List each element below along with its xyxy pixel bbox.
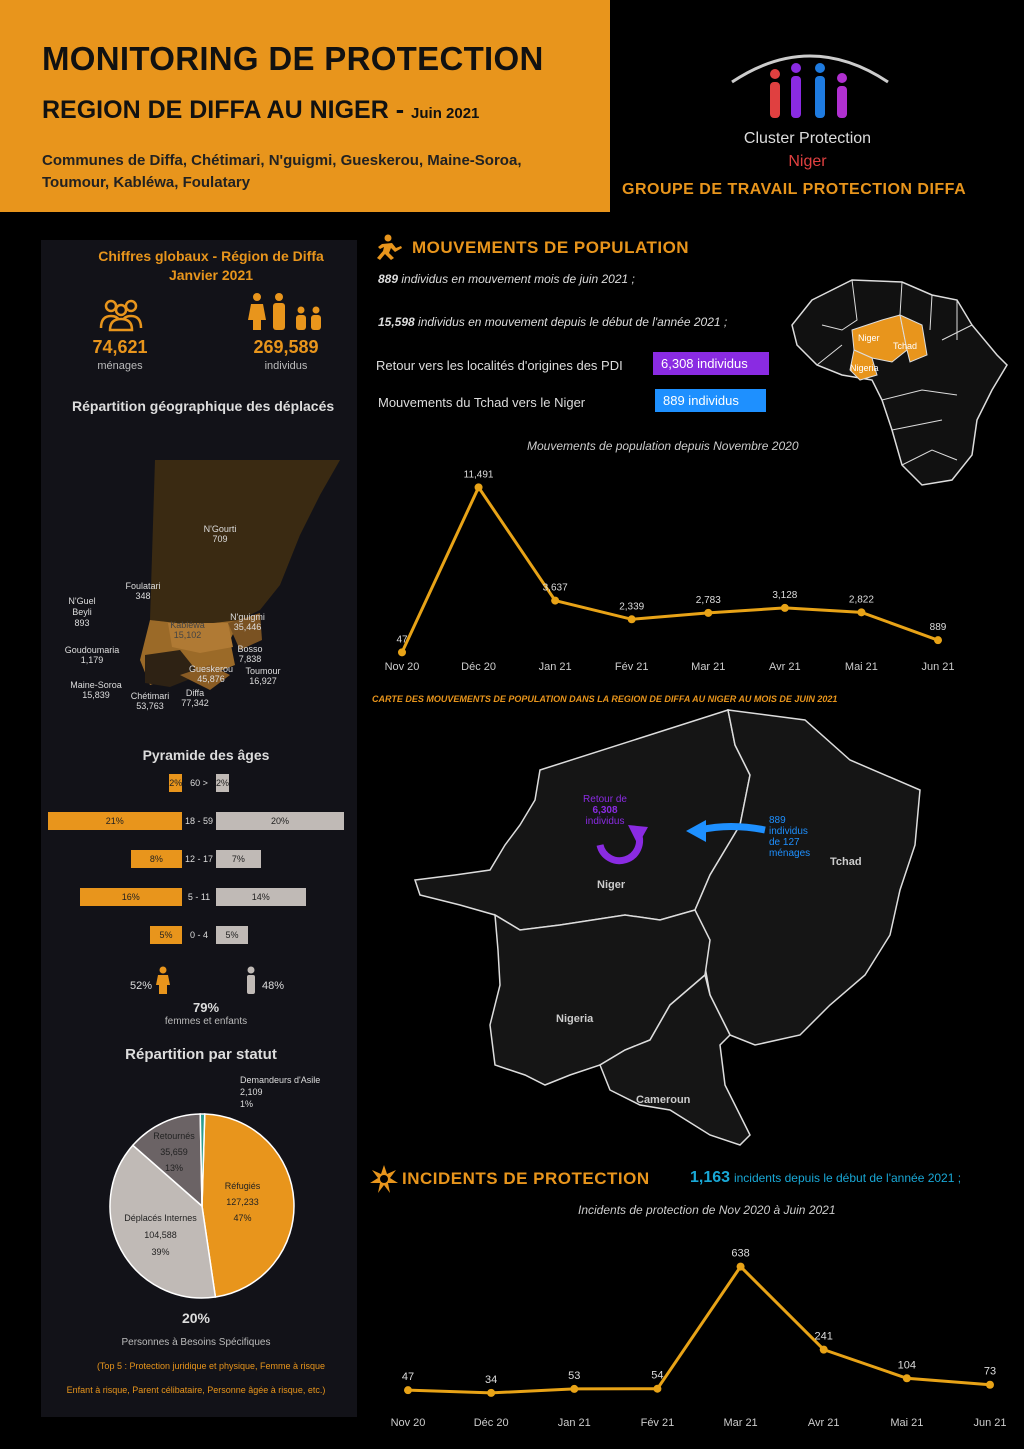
- cluster-logo-icon: [720, 40, 900, 130]
- tchad-arrow-icon: [700, 827, 765, 831]
- pyramid-bar-male: 5%: [216, 926, 248, 944]
- data-label: 53: [568, 1369, 581, 1382]
- geo-nguigmi: N'guigmi 35,446: [230, 612, 265, 632]
- x-tick-label: Jan 21: [557, 1417, 591, 1429]
- geo-kablewa: Kabléwa 15,102: [170, 620, 205, 640]
- incidents-title: INCIDENTS DE PROTECTION: [402, 1169, 650, 1188]
- chart2-title: Incidents de protection de Nov 2020 à Juin 2021: [578, 1203, 836, 1217]
- psn-top5-a: (Top 5 : Protection juridique et physique, Femme à risque: [96, 1361, 326, 1371]
- retour-map-label: Retour de 6,308 individus: [583, 794, 627, 827]
- global-title: Chiffres globaux - Région de Diffa: [98, 248, 324, 264]
- geo-bosso: Bosso 7,838: [237, 644, 263, 664]
- x-tick-label: Fév 21: [640, 1417, 675, 1429]
- data-label: 11,491: [463, 469, 494, 481]
- data-point: [934, 636, 942, 644]
- incidents-summary: 1,163 incidents depuis le début de l'année 2021 ;: [690, 1169, 962, 1186]
- data-point: [857, 608, 865, 616]
- group-title: GROUPE DE TRAVAIL PROTECTION DIFFA: [622, 181, 967, 198]
- pie-label-deplaces: Déplacés Internes 104,588 39%: [124, 1213, 197, 1257]
- x-tick-label: Déc 20: [461, 661, 497, 673]
- pyramid-age-label: 5 - 11: [187, 892, 211, 902]
- incident-burst-icon: [370, 1165, 398, 1198]
- x-tick-label: Fév 21: [614, 661, 649, 673]
- mouvements-line2: 15,598 individus en mouvement depuis le début de l'année 2021 ;: [378, 315, 728, 329]
- africa-label-niger: Niger: [858, 333, 880, 343]
- psn-pct: 20%: [181, 1310, 211, 1326]
- region-title: REGION DE DIFFA AU NIGER: [42, 96, 389, 124]
- women-children-label: femmes et enfants: [164, 1016, 248, 1027]
- retour-label: Retour vers les localités d'origines des PDI: [376, 358, 623, 373]
- pyramid-title: Pyramide des âges: [142, 747, 270, 763]
- x-tick-label: Mar 21: [691, 661, 726, 673]
- households-value: 74,621: [92, 337, 148, 357]
- data-label: 638: [731, 1247, 750, 1260]
- data-point: [487, 1389, 495, 1397]
- running-person-icon: [374, 234, 406, 265]
- people-logo-icon: [770, 63, 847, 118]
- subtitle: [42, 96, 479, 125]
- pyramid-age-label: 12 - 17: [184, 854, 214, 864]
- mouvements-title: MOUVEMENTS DE POPULATION: [412, 238, 690, 257]
- pie-label-retournes: Retournés 35,659 13%: [153, 1131, 195, 1173]
- map-label-nigeria: Nigeria: [556, 1013, 594, 1025]
- retour-value: 6,308 individus: [653, 352, 769, 375]
- data-point: [781, 604, 789, 612]
- africa-label-nigeria: Nigeria: [850, 363, 879, 373]
- logo-country: Niger: [788, 153, 827, 170]
- pie-label-asile: Demandeurs d'Asile 2,109 1%: [240, 1075, 321, 1109]
- data-label: 3,637: [542, 582, 568, 594]
- data-label: 47: [401, 1371, 415, 1384]
- data-point: [986, 1381, 994, 1389]
- data-label: 3,128: [772, 589, 798, 601]
- statut-title: Répartition par statut: [125, 1046, 277, 1063]
- pyramid-age-label: 60 >: [190, 778, 208, 788]
- x-tick-label: Avr 21: [769, 661, 801, 673]
- x-tick-label: Mar 21: [723, 1417, 758, 1429]
- data-label: 2,783: [695, 594, 721, 606]
- region-map: [410, 705, 930, 1155]
- geo-maine-soroa: Maine-Soroa 15,839: [70, 680, 122, 700]
- data-label: 104: [897, 1359, 917, 1372]
- individuals-value: 269,589: [253, 337, 319, 357]
- data-point: [820, 1346, 828, 1354]
- header-banner: [0, 0, 610, 212]
- geo-diffa: Diffa 77,342: [181, 688, 209, 708]
- psn-top5-b: Enfant à risque, Parent célibataire, Personne âgée à risque, etc.): [66, 1385, 326, 1395]
- pyramid-bar-female: 21%: [48, 812, 182, 830]
- pyramid-bar-female: 2%: [169, 774, 182, 792]
- geo-chetimari: Chétimari 53,763: [130, 691, 170, 711]
- pyramid-bar-male: 7%: [216, 850, 261, 868]
- period: Juin 2021: [411, 105, 480, 122]
- x-tick-label: Mai 21: [844, 661, 878, 673]
- data-label: 2,822: [848, 594, 874, 606]
- logo-org: Cluster Protection: [743, 130, 872, 147]
- geo-gueskerou: Gueskerou 45,876: [188, 664, 234, 684]
- x-tick-label: Jun 21: [921, 661, 955, 673]
- global-period: Janvier 2021: [168, 267, 254, 283]
- female-icon: [155, 966, 171, 999]
- map-label-cameroun: Cameroun: [636, 1094, 691, 1106]
- data-label: 241: [814, 1330, 833, 1343]
- male-total: 48%: [262, 980, 285, 992]
- x-tick-label: Avr 21: [807, 1417, 840, 1429]
- geo-goudoumaria: Goudoumaria 1,179: [64, 645, 120, 665]
- tchad-value: 889 individus: [655, 389, 766, 412]
- x-tick-label: Nov 20: [390, 1417, 426, 1429]
- pyramid-bar-male: 2%: [216, 774, 229, 792]
- data-label: 73: [983, 1365, 997, 1378]
- pyramid-bar-female: 8%: [131, 850, 182, 868]
- data-point: [903, 1374, 911, 1382]
- incidents-line-chart: [376, 1222, 1016, 1434]
- x-tick-label: Déc 20: [473, 1417, 509, 1429]
- region-map-title: CARTE DES MOUVEMENTS DE POPULATION DANS LA REGION DE DIFFA AU NIGER AU MOIS DE JUIN 2021: [372, 694, 838, 704]
- x-tick-label: Jun 21: [973, 1417, 1007, 1429]
- data-label: 2,339: [619, 601, 645, 613]
- communes: Communes de Diffa, Chétimari, N'guigmi, Gueskerou, Maine-Soroa, Toumour, Kabléwa, Foulatary: [42, 152, 522, 191]
- households-icon: [97, 298, 145, 337]
- geo-nguel-beyli: N'Guel Beyli 893: [68, 596, 96, 628]
- pyramid-bar-female: 5%: [150, 926, 182, 944]
- map-label-niger: Niger: [597, 879, 626, 891]
- data-point: [404, 1386, 412, 1394]
- series-line: [402, 487, 938, 652]
- data-point: [704, 609, 712, 617]
- data-label: 54: [651, 1369, 664, 1382]
- x-tick-label: Mai 21: [890, 1417, 924, 1429]
- households-label: ménages: [97, 360, 143, 372]
- geo-ngourti: N'Gourti 709: [203, 524, 237, 544]
- geo-title: Répartition géographique des déplacés: [72, 398, 335, 414]
- pie-label-refugies: Réfugiés 127,233 47%: [224, 1181, 261, 1223]
- tchad-label: Mouvements du Tchad vers le Niger: [378, 395, 586, 410]
- women-children-pct: 79%: [192, 1000, 220, 1015]
- data-point: [653, 1385, 661, 1393]
- data-label: 34: [485, 1373, 498, 1386]
- pyramid-bar-male: 20%: [216, 812, 344, 830]
- data-point: [551, 597, 559, 605]
- chart1-title: Mouvements de population depuis Novembre 2020: [527, 439, 799, 453]
- data-label: 47: [396, 634, 408, 646]
- pyramid-bar-male: 14%: [216, 888, 306, 906]
- female-total: 52%: [130, 980, 153, 992]
- data-point: [398, 648, 406, 656]
- africa-label-tchad: Tchad: [893, 341, 918, 351]
- x-tick-label: Jan 21: [538, 661, 572, 673]
- pyramid-age-label: 18 - 59: [184, 816, 214, 826]
- map-label-tchad: Tchad: [830, 856, 862, 868]
- pyramid-age-label: 0 - 4: [189, 930, 208, 940]
- data-point: [628, 615, 636, 623]
- data-label: 889: [929, 622, 947, 634]
- mouvements-line-chart: [376, 455, 976, 680]
- data-point: [475, 483, 483, 491]
- family-icon: [245, 292, 325, 337]
- pyramid-bar-female: 16%: [80, 888, 182, 906]
- geo-toumour: Toumour 16,927: [245, 666, 281, 686]
- tchad-map-label: 889 individus de 127 ménages: [769, 815, 811, 859]
- x-tick-label: Nov 20: [384, 661, 420, 673]
- mouvements-line1: 889 individus en mouvement mois de juin 2021 ;: [378, 272, 635, 286]
- data-point: [737, 1263, 745, 1271]
- main-title: MONITORING DE PROTECTION: [42, 40, 544, 77]
- psn-label: Personnes à Besoins Spécifiques: [121, 1337, 271, 1348]
- male-icon: [244, 966, 258, 999]
- data-point: [570, 1385, 578, 1393]
- geo-foulatari: Foulatari 348: [125, 581, 161, 601]
- age-pyramid: [41, 772, 357, 952]
- title-dash: -: [395, 96, 405, 124]
- individuals-label: individus: [264, 360, 308, 372]
